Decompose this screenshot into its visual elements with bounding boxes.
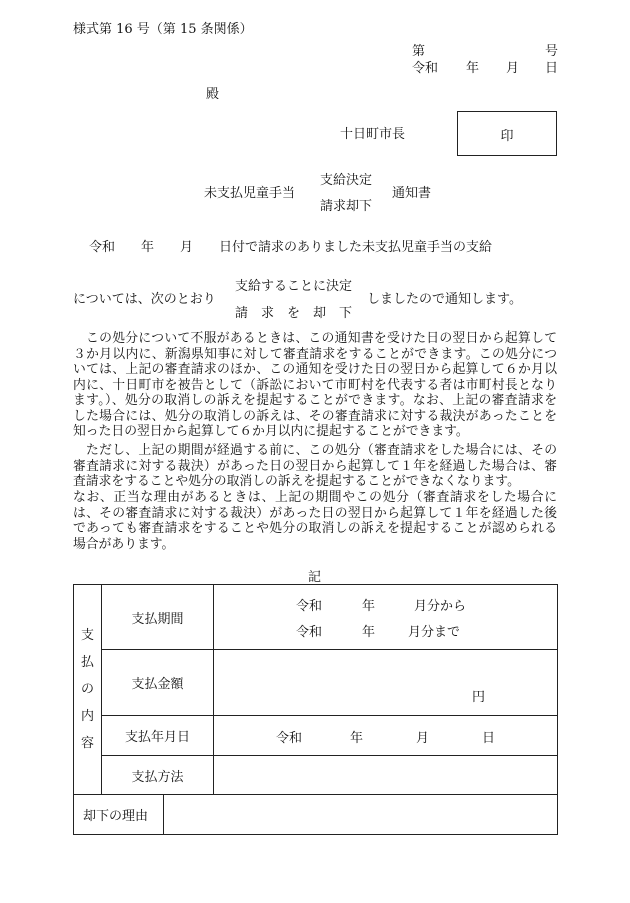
pay-date-era: 令和 <box>276 731 303 746</box>
document-number-suffix: 号 <box>545 44 559 59</box>
title-option-reject: 請求却下 <box>320 199 373 214</box>
pay-date-day: 日 <box>482 731 496 746</box>
rejection-reason-field[interactable] <box>164 795 558 835</box>
intro-text: 日付で請求のありました未支払児童手当の支給 <box>219 240 493 255</box>
title-left: 未支払児童手当 <box>204 186 296 201</box>
period-to-year: 年 <box>362 625 376 640</box>
issue-date-day: 日 <box>545 61 559 76</box>
period-from-year: 年 <box>362 599 376 614</box>
issue-date-month: 月 <box>506 61 520 76</box>
payment-amount-field[interactable] <box>214 650 558 716</box>
intro-year: 年 <box>141 240 155 255</box>
sender-name: 十日町市長 <box>340 127 406 142</box>
pay-date-year: 年 <box>350 731 364 746</box>
intro-month: 月 <box>180 240 194 255</box>
payment-details-table <box>73 584 558 835</box>
payment-period-field[interactable] <box>214 585 558 650</box>
seal-box <box>457 111 557 156</box>
appeal-paragraph-1: この処分について不服があるときは、この通知書を受けた日の翌日から起算して３か月以内に、新潟県知事に対して審査請求をすることができます。この処分については、上記の審査請求のほか、この通知を受けた日の翌日から起算して６か月以内に、十日町市を被告として（訴訟において市町村を代表する者は市町村長となります。）、処分の取消しの訴えを提起することができます。なお、上記の審査請求をした場合には、処分の取消しの訴えは、その審査請求に対する裁決があったことを知った日の翌日から起算して６か月以内に提起することができます。 <box>73 331 558 439</box>
payment-date-label: 支払年月日 <box>102 716 214 756</box>
form-number: 様式第 16 号（第 15 条関係） <box>73 22 253 37</box>
period-to-era: 令和 <box>296 625 323 640</box>
payment-date-field[interactable] <box>214 716 558 756</box>
document-number-prefix: 第 <box>412 44 426 59</box>
decision-tail: しましたので通知します。 <box>367 292 522 307</box>
record-heading: 記 <box>308 570 322 585</box>
period-from-month: 月分から <box>414 599 467 614</box>
rejection-reason-label: 却下の理由 <box>74 795 164 835</box>
title-right: 通知書 <box>392 186 432 201</box>
decision-option-approve: 支給することに決定 <box>235 279 353 294</box>
title-option-approve: 支給決定 <box>320 173 373 188</box>
decision-option-reject: 請 求 を 却 下 <box>235 306 353 321</box>
payment-method-label: 支払方法 <box>102 756 214 795</box>
issue-date-era: 令和 <box>412 61 439 76</box>
payment-period-label: 支払期間 <box>102 585 214 650</box>
intro-era: 令和 <box>89 240 116 255</box>
appeal-paragraph-2: ただし、上記の期間が経過する前に、この処分（審査請求をした場合には、その審査請求に対する裁決）があった日の翌日から起算して１年を経過した場合は、審査請求をすることや処分の取消しの訴えを提起することができなくなります。 <box>73 443 557 489</box>
payment-contents-label: 支 払 の 内 容 <box>74 585 102 795</box>
amount-unit: 円 <box>472 690 486 705</box>
pay-date-month: 月 <box>416 731 430 746</box>
payment-method-field[interactable] <box>214 756 558 795</box>
seal-label: 印 <box>500 129 514 144</box>
period-to-month: 月分まで <box>408 625 461 640</box>
issue-date-year: 年 <box>466 61 480 76</box>
addressee-honorific: 殿 <box>206 87 220 102</box>
period-from-era: 令和 <box>296 599 323 614</box>
appeal-paragraph-3: なお、正当な理由があるときは、上記の期間やこの処分（審査請求をした場合には、その審査請求に対する裁決）があった日の翌日から起算して１年を経過した後であっても審査請求をすることや処分の取消しの訴えを提起することが認められる場合があります。 <box>73 490 557 552</box>
decision-lead: については、次のとおり <box>73 292 216 307</box>
payment-amount-label: 支払金額 <box>102 650 214 716</box>
